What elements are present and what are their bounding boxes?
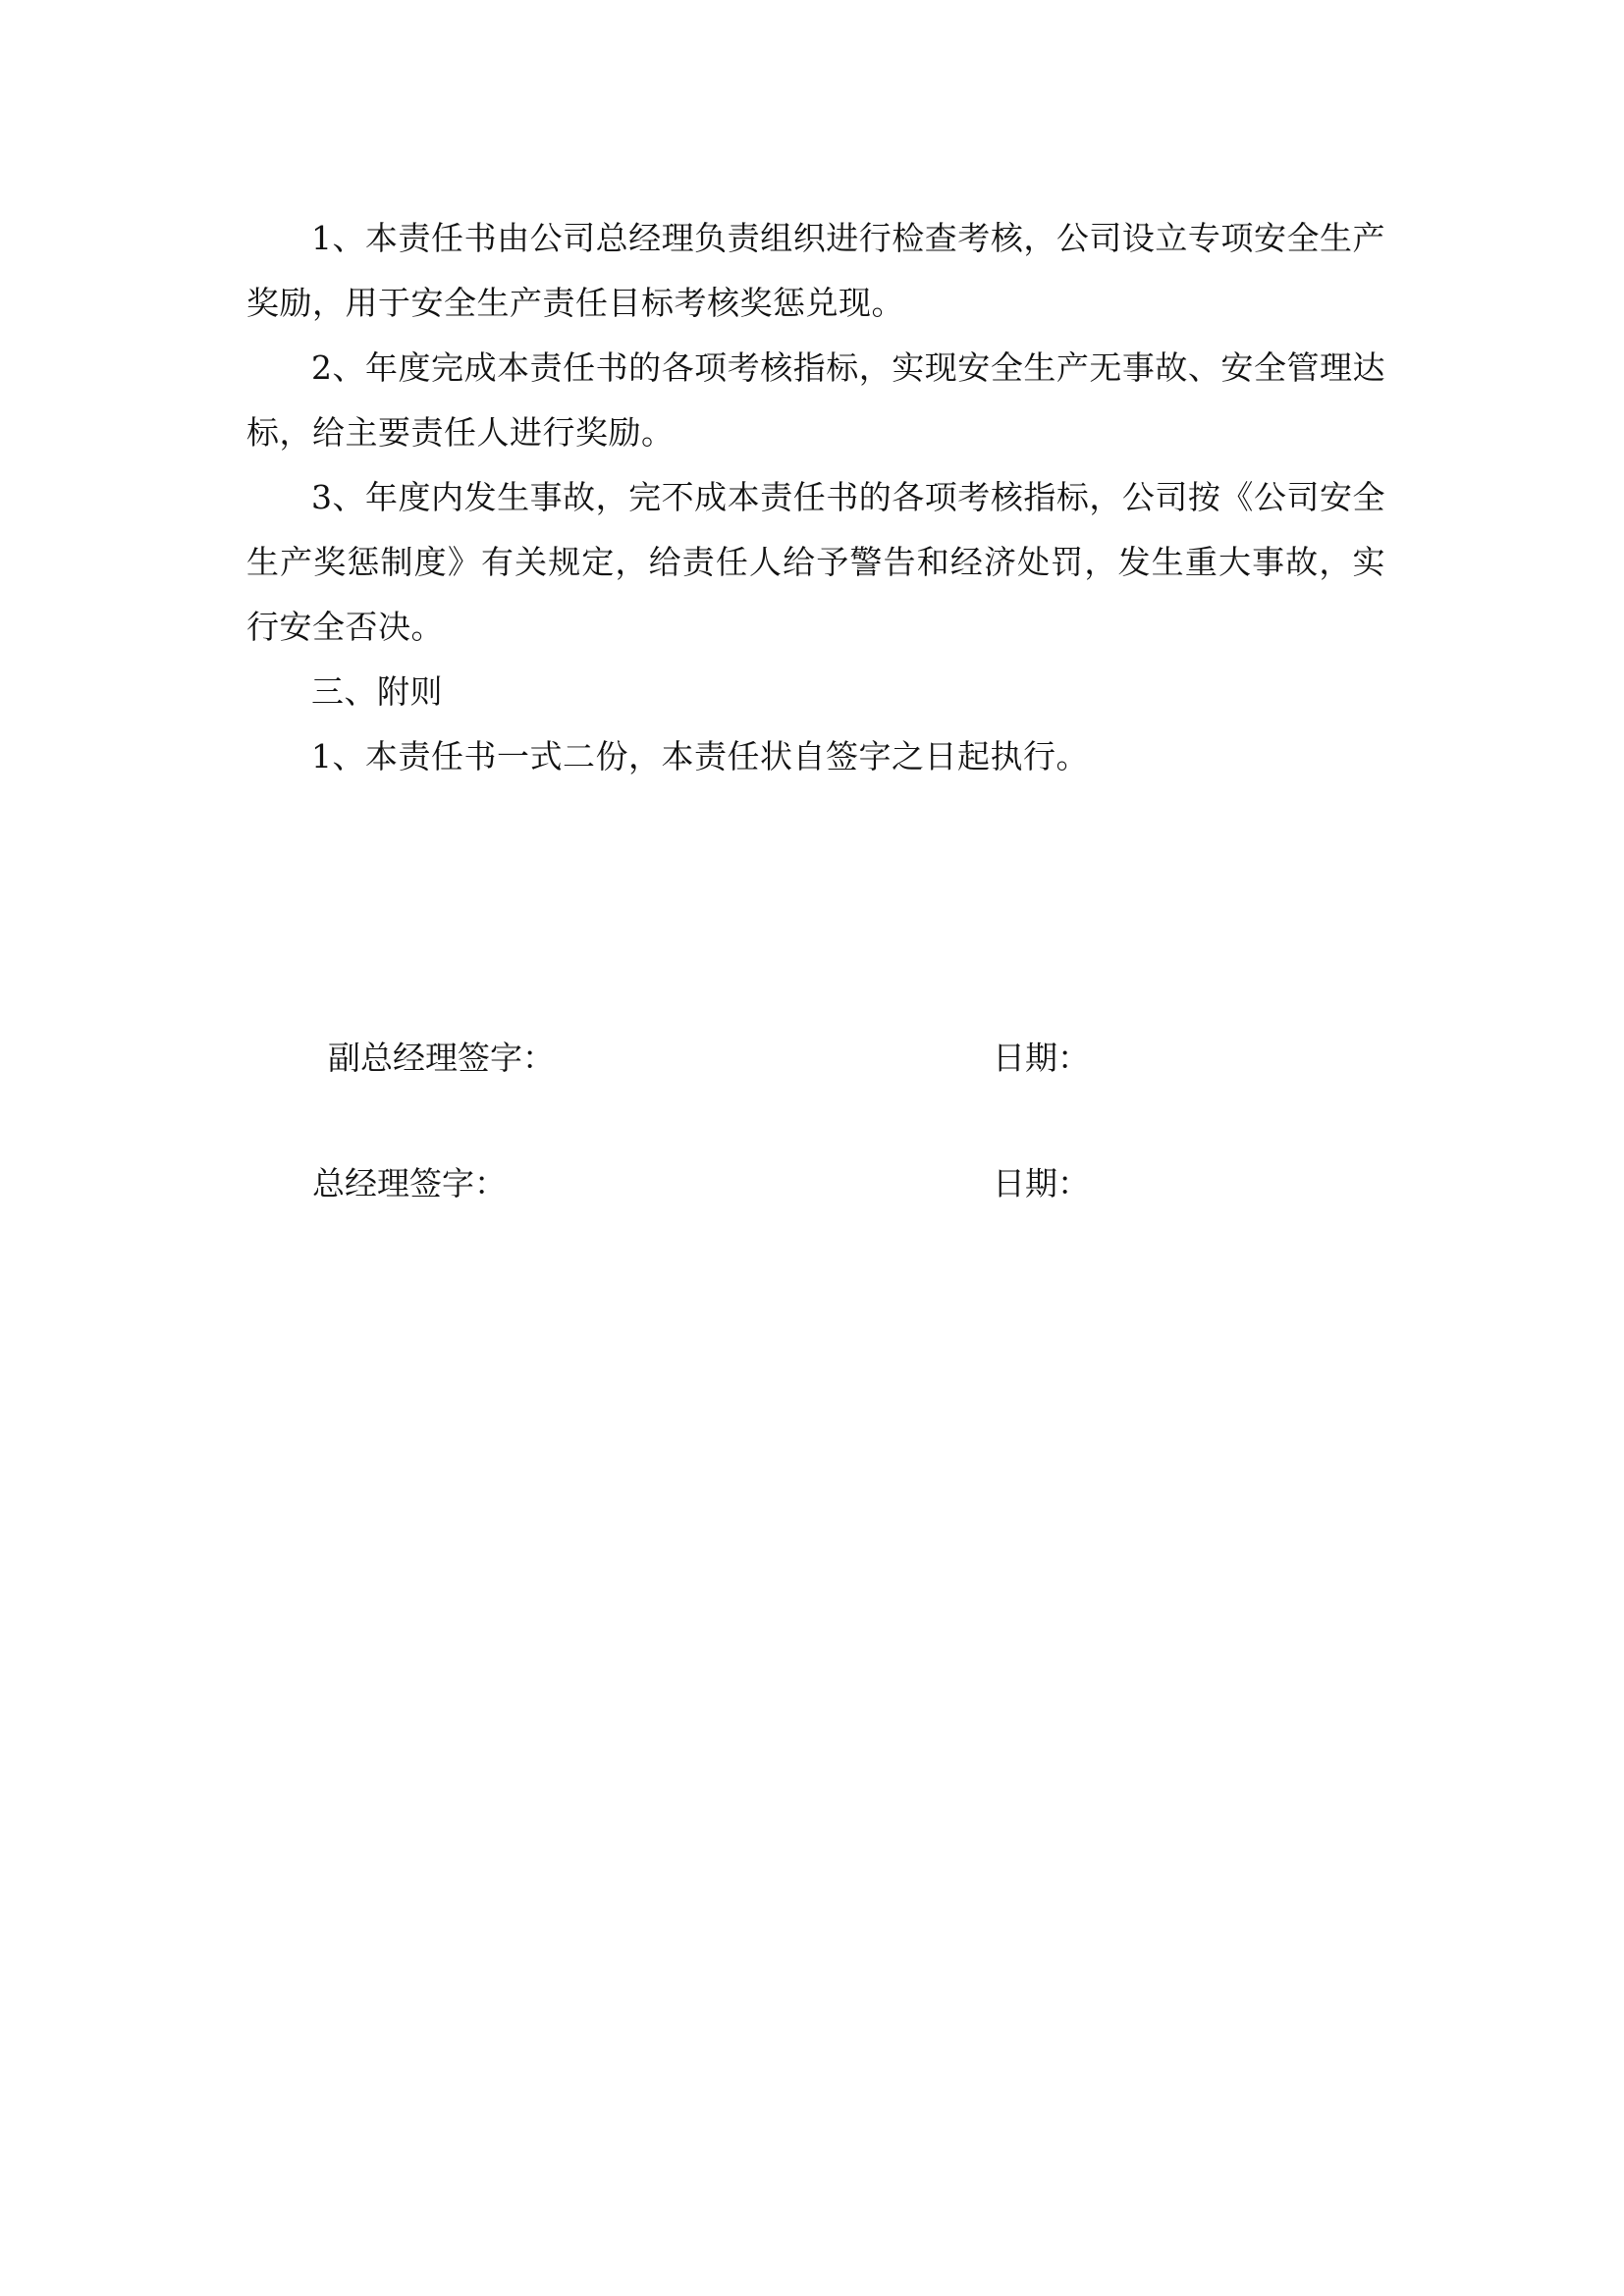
gm-signature-row [0,1164,1624,1203]
deputy-gm-signature-row [0,1039,1624,1078]
deputy-gm-signature-label: 副总经理签字： [328,1039,555,1077]
clause-3: 3、年度内发生事故，完不成本责任书的各项考核指标，公司按《公司安全生产奖惩制度》有关规定，给责任人给予警告和经济处罚，发生重大事故，实行安全否决。 [246,478,1385,646]
appendix-item-1: 1、本责任书一式二份，本责任状自签字之日起执行。 [311,737,1089,775]
gm-signature-label: 总经理签字： [312,1164,507,1202]
responsibility-clauses [246,206,1385,789]
clause-1: 1、本责任书由公司总经理负责组织进行检查考核，公司设立专项安全生产奖励，用于安全生产责任目标考核奖惩兑现。 [246,219,1385,322]
appendix-heading: 三、附则 [311,672,443,711]
clause-2: 2、年度完成本责任书的各项考核指标，实现安全生产无事故、安全管理达标，给主要责任人进行奖励。 [246,348,1385,452]
deputy-gm-date-label: 日期： [993,1039,1090,1077]
gm-date-label: 日期： [993,1164,1090,1202]
